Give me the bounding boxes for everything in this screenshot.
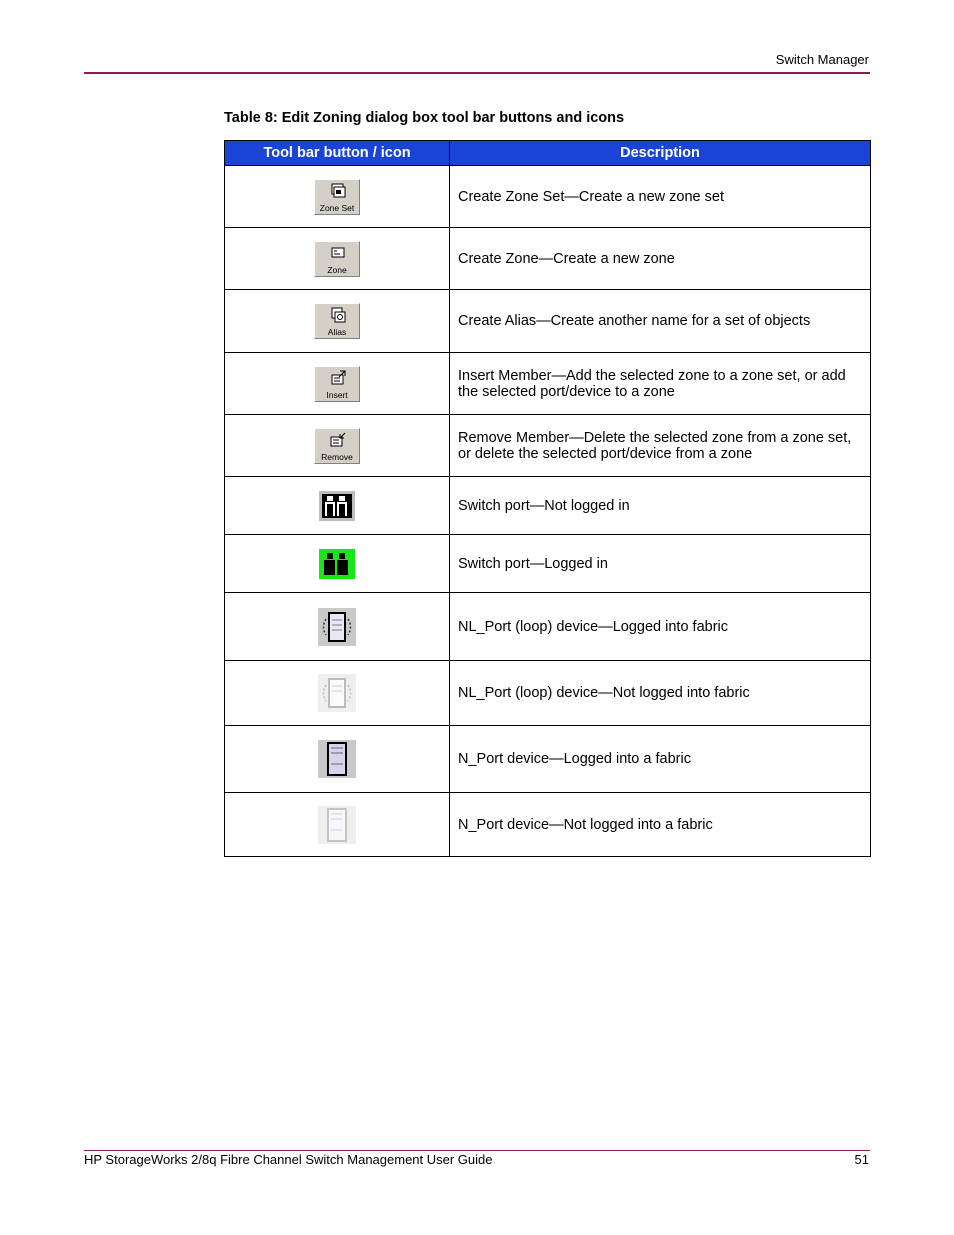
row-description: Switch port—Logged in bbox=[450, 535, 871, 593]
table-row bbox=[225, 477, 871, 535]
remove-button-icon: Remove bbox=[314, 428, 360, 464]
table-row bbox=[225, 415, 871, 477]
n-port-logged-in-icon bbox=[318, 740, 356, 778]
row-description: Switch port—Not logged in bbox=[450, 477, 871, 535]
table-row bbox=[225, 228, 871, 290]
row-description: NL_Port (loop) device—Not logged into fabric bbox=[450, 661, 871, 726]
nl-port-logged-in-icon bbox=[318, 608, 356, 646]
alias-button-icon: Alias bbox=[314, 303, 360, 339]
row-description: Remove Member—Delete the selected zone from a zone set, or delete the selected port/device from a zone bbox=[450, 415, 871, 477]
zone-button-icon: Zone bbox=[314, 241, 360, 277]
page-number: 51 bbox=[854, 1152, 869, 1167]
row-description: N_Port device—Not logged into a fabric bbox=[450, 793, 871, 857]
table-caption: Table 8: Edit Zoning dialog box tool bar buttons and icons bbox=[224, 110, 625, 126]
table-row bbox=[225, 535, 871, 593]
row-description: Insert Member—Add the selected zone to a zone set, or add the selected port/device to a zone bbox=[450, 353, 871, 415]
table-row bbox=[225, 290, 871, 353]
switch-port-not-logged-in-icon bbox=[319, 491, 355, 521]
table-header-row bbox=[225, 141, 871, 166]
table-row bbox=[225, 726, 871, 793]
row-description: Create Alias—Create another name for a set of objects bbox=[450, 290, 871, 353]
running-header: Switch Manager bbox=[775, 52, 869, 67]
row-description: Create Zone Set—Create a new zone set bbox=[450, 166, 871, 228]
column-header-icon: Tool bar button / icon bbox=[225, 141, 450, 166]
toolbar-icons-table bbox=[224, 140, 871, 857]
column-header-description: Description bbox=[450, 141, 871, 166]
insert-button-icon: Insert bbox=[314, 366, 360, 402]
nl-port-not-logged-in-icon bbox=[318, 674, 356, 712]
n-port-not-logged-in-icon bbox=[318, 806, 356, 844]
zone-set-button-icon: Zone Set bbox=[314, 179, 360, 215]
table-row bbox=[225, 166, 871, 228]
table-row bbox=[225, 353, 871, 415]
header-divider bbox=[84, 72, 870, 74]
switch-port-logged-in-icon bbox=[319, 549, 355, 579]
footer-divider bbox=[84, 1150, 870, 1151]
row-description: Create Zone—Create a new zone bbox=[450, 228, 871, 290]
footer-title: HP StorageWorks 2/8q Fibre Channel Switch Management User Guide bbox=[84, 1152, 493, 1167]
table-row bbox=[225, 661, 871, 726]
table-row bbox=[225, 793, 871, 857]
row-description: N_Port device—Logged into a fabric bbox=[450, 726, 871, 793]
row-description: NL_Port (loop) device—Logged into fabric bbox=[450, 593, 871, 661]
table-row bbox=[225, 593, 871, 661]
